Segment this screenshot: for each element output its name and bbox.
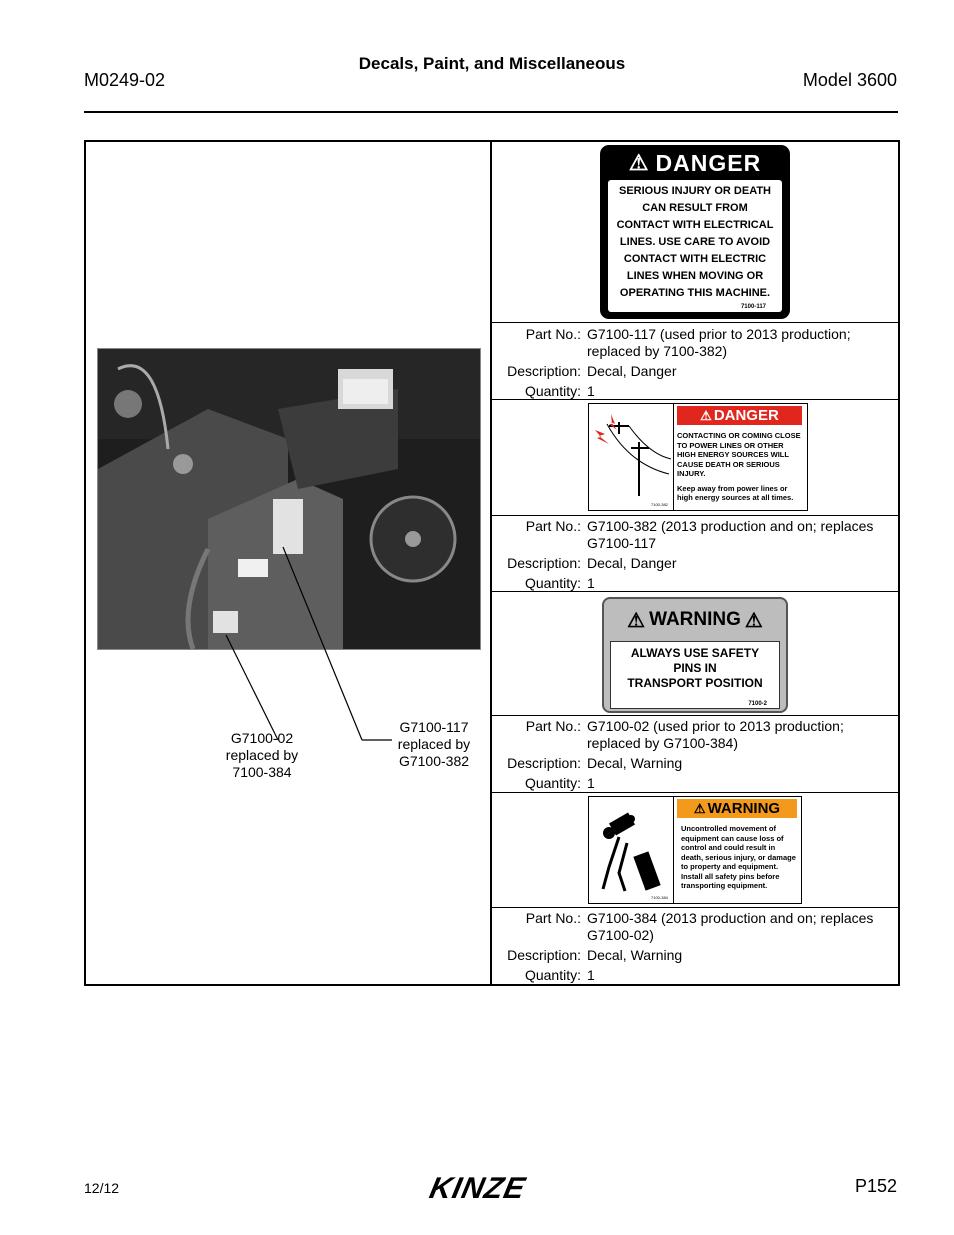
- callout-left: [212, 730, 312, 781]
- warning-triangle-icon: ⚠: [693, 800, 706, 816]
- warning-triangle-icon: ⚠: [628, 150, 650, 175]
- danger-decal-7100-382: [588, 403, 808, 511]
- quantity-label: Quantity:: [524, 575, 581, 591]
- decal-text: TRANSPORT POSITION: [627, 676, 763, 690]
- description-label: Description:: [507, 947, 581, 963]
- description-value: Decal, Warning: [587, 755, 683, 771]
- part-no-value: G7100-117 (used prior to 2013 production; replaced by 7100-382): [587, 326, 851, 359]
- decal-code: 7100-384: [651, 895, 668, 900]
- quantity-label: Quantity:: [524, 775, 581, 791]
- description-label: Description:: [507, 555, 581, 571]
- description-value: Decal, Warning: [587, 947, 683, 963]
- warning-triangle-icon: ⚠: [627, 609, 646, 632]
- callout-text: replaced by: [225, 747, 299, 763]
- decal-info-4: [492, 910, 898, 987]
- kinze-logo: [426, 1172, 554, 1206]
- signal-word: DANGER: [655, 149, 762, 176]
- quantity-value: 1: [587, 383, 595, 399]
- brand-wordmark: KINZE: [426, 1172, 529, 1205]
- quantity-value: 1: [587, 967, 595, 983]
- decal-text: ALWAYS USE SAFETY: [630, 646, 760, 660]
- decal-text: Install all safety pins before transporting equipment.: [681, 871, 780, 890]
- decal-code: 7100-117: [740, 304, 766, 310]
- decal-code: 7100-2: [748, 701, 767, 707]
- description-label: Description:: [507, 755, 581, 771]
- callout-text: 7100-384: [232, 764, 292, 780]
- decal-text: CONTACT WITH ELECTRIC: [623, 253, 767, 265]
- power-line-pictogram: [589, 404, 674, 510]
- decal-text: CONTACTING OR COMING CLOSE TO POWER LINES OR OTHER HIGH ENERGY SOURCES WILL CAUSE DEATH OR SERIOUS INJURY.: [677, 431, 801, 478]
- footer-date: 12/12: [84, 1180, 120, 1196]
- part-no-label: Part No.:: [525, 718, 581, 734]
- signal-word: WARNING: [707, 800, 781, 817]
- part-no-label: Part No.:: [525, 910, 581, 926]
- quantity-label: Quantity:: [524, 383, 581, 399]
- tractor-rollover-pictogram: [589, 797, 674, 903]
- decal-info-3: [492, 718, 898, 795]
- model-name: Model 3600: [802, 70, 897, 90]
- warning-triangle-icon: ⚠: [700, 407, 712, 423]
- part-no-value: G7100-02 (used prior to 2013 production; replaced by G7100-384): [587, 718, 844, 751]
- decal-text: PINS IN: [673, 661, 717, 675]
- signal-word: WARNING: [649, 609, 741, 630]
- quantity-value: 1: [587, 575, 595, 591]
- document-code: M0249-02: [84, 70, 166, 90]
- part-no-label: Part No.:: [525, 518, 581, 534]
- description-label: Description:: [507, 363, 581, 379]
- signal-word: DANGER: [713, 407, 779, 424]
- description-value: Decal, Danger: [587, 363, 677, 379]
- callout-text: G7100-382: [398, 753, 470, 769]
- description-value: Decal, Danger: [587, 555, 677, 571]
- part-no-value: G7100-382 (2013 production and on; replaces G7100-117: [587, 518, 874, 551]
- part-no-label: Part No.:: [525, 326, 581, 342]
- decal-text: CAN RESULT FROM: [642, 202, 748, 214]
- warning-decal-7100-2: [602, 597, 788, 713]
- page-number: P152: [854, 1176, 897, 1196]
- decal-text: LINES. USE CARE TO AVOID: [619, 236, 771, 248]
- decal-text: SERIOUS INJURY OR DEATH: [619, 185, 771, 197]
- part-no-value: G7100-384 (2013 production and on; replaces G7100-02): [587, 910, 874, 943]
- warning-decal-7100-384: [588, 796, 802, 904]
- callout-text: replaced by: [397, 736, 471, 752]
- decal-text: OPERATING THIS MACHINE.: [619, 287, 771, 299]
- decal-text: LINES WHEN MOVING OR: [626, 270, 764, 282]
- decal-info-2: [492, 518, 898, 595]
- quantity-value: 1: [587, 775, 595, 791]
- decal-info-1: [492, 326, 898, 403]
- callout-text: G7100-02: [230, 730, 294, 746]
- danger-decal-7100-117: [600, 145, 790, 319]
- decal-text: CONTACT WITH ELECTRICAL: [616, 219, 774, 231]
- quantity-label: Quantity:: [524, 967, 581, 983]
- warning-triangle-icon: ⚠: [744, 609, 763, 632]
- callout-text: G7100-117: [399, 719, 469, 735]
- callout-right: [384, 719, 484, 770]
- decal-text: Uncontrolled movement of equipment can cause loss of control and could result in death, serious injury, or damage to property and equipment.: [681, 824, 796, 871]
- page-title: Decals, Paint, and Miscellaneous: [358, 54, 626, 73]
- decal-code: 7100-382: [651, 502, 668, 507]
- decal-text: Keep away from power lines or high energy sources at all times.: [677, 483, 794, 502]
